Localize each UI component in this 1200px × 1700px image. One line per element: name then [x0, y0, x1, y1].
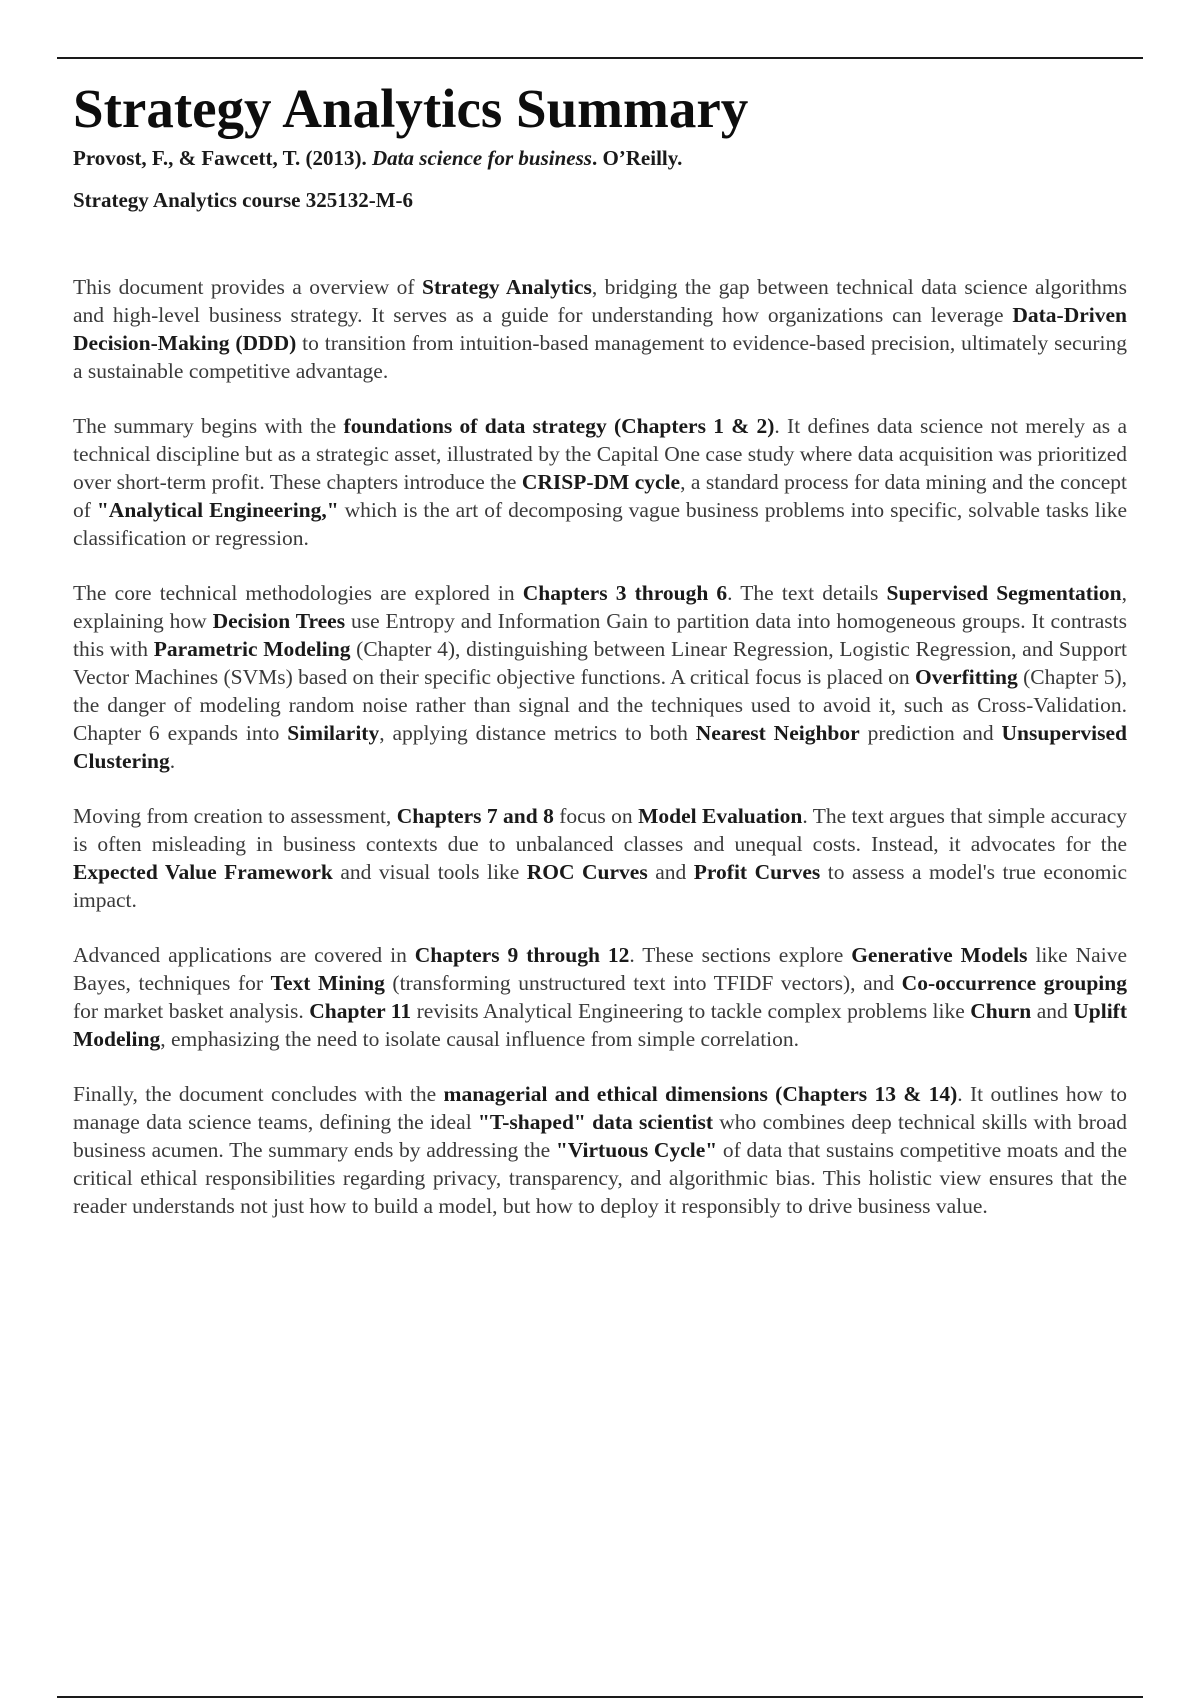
text-run: revisits Analytical Engineering to tackle complex problems like	[411, 999, 971, 1023]
text-run: to transition from intuition-based management to evidence-based precision, ultimately securing a sustainable competitive advantage.	[73, 331, 1127, 383]
document-header	[73, 76, 1127, 214]
bold-term: Profit Curves	[693, 860, 821, 884]
text-run: Moving from creation to assessment,	[73, 804, 397, 828]
text-run: . The text argues that simple accuracy is often misleading in business contexts due to unbalanced classes and unequal costs. Instead, it advocates for the	[73, 804, 1127, 856]
text-run: of data that sustains competitive moats and the critical ethical responsibilities regarding privacy, transparency, and algorithmic bias. This holistic view ensures that the reader understands not just how to build a model, but how to deploy it responsibly to drive business value.	[73, 1138, 1127, 1218]
text-run: for market basket analysis.	[73, 999, 310, 1023]
text-run: and	[647, 860, 694, 884]
paragraph-3	[73, 579, 1127, 775]
text-run: and visual tools like	[332, 860, 527, 884]
text-run: . The text details	[727, 581, 887, 605]
document-body	[73, 273, 1127, 1247]
text-run: (Chapter 5), the danger of modeling random noise rather than signal and the techniques used to avoid it, such as Cross-Validation. Chapter 6 expands into	[73, 665, 1127, 745]
bold-term: Data-Driven Decision-Making (DDD)	[73, 303, 1127, 355]
bold-term: Nearest Neighbor	[695, 721, 860, 745]
paragraph-5	[73, 941, 1127, 1053]
bold-term: managerial and ethical dimensions (Chapters 13 & 14)	[443, 1082, 958, 1106]
bold-term: Text Mining	[270, 971, 385, 995]
bold-term: Co-occurrence grouping	[901, 971, 1127, 995]
text-run: like Naive Bayes, techniques for	[73, 943, 1127, 995]
text-run: . It outlines how to manage data science teams, defining the ideal	[73, 1082, 1128, 1134]
text-run: prediction and	[859, 721, 1002, 745]
bold-term: Chapters 7 and 8	[396, 804, 554, 828]
text-run: . These sections explore	[629, 943, 852, 967]
bottom-rule	[57, 1696, 1143, 1698]
bold-term: Chapters 9 through 12	[414, 943, 630, 967]
text-run: , emphasizing the need to isolate causal influence from simple correlation.	[160, 1027, 800, 1051]
text-run: Advanced applications are covered in	[73, 943, 415, 967]
bold-term: Model Evaluation	[638, 804, 803, 828]
citation	[73, 144, 1127, 172]
text-run: (transforming unstructured text into TFIDF vectors), and	[384, 971, 902, 995]
text-run: focus on	[553, 804, 639, 828]
text-run: , a standard process for data mining and the concept of	[73, 470, 1127, 522]
text-run: , applying distance metrics to both	[379, 721, 696, 745]
paragraph-6	[73, 1080, 1127, 1220]
paragraph-1	[73, 273, 1127, 385]
bold-term: Uplift Modeling	[73, 999, 1127, 1051]
text-run: The summary begins with the	[73, 414, 344, 438]
bold-term: Unsupervised Clustering	[73, 721, 1127, 773]
text-run: .	[169, 749, 176, 773]
bold-term: Churn	[970, 999, 1032, 1023]
bold-term: "T-shaped" data scientist	[477, 1110, 714, 1134]
bold-term: Expected Value Framework	[73, 860, 333, 884]
text-run: to assess a model's true economic impact.	[73, 860, 1128, 912]
citation-book-title: Data science for business	[372, 146, 592, 170]
bold-term: Parametric Modeling	[153, 637, 351, 661]
text-run: . It defines data science not merely as a technical discipline but as a strategic asset, illustrated by the Capital One case study where data acquisition was prioritized over short-term profit. These chapters introduce the	[73, 414, 1127, 494]
citation-authors: Provost, F., & Fawcett, T. (2013).	[73, 146, 373, 170]
bold-term: Similarity	[287, 721, 380, 745]
text-run: , bridging the gap between technical data science algorithms and high-level business strategy. It serves as a guide for understanding how organizations can leverage	[73, 275, 1127, 327]
bold-term: "Virtuous Cycle"	[555, 1138, 718, 1162]
text-run: who combines deep technical skills with broad business acumen. The summary ends by addressing the	[73, 1110, 1127, 1162]
bold-term: Overfitting	[915, 665, 1018, 689]
bold-term: Chapters 3 through 6	[522, 581, 728, 605]
text-run: Finally, the document concludes with the	[73, 1082, 444, 1106]
bold-term: foundations of data strategy (Chapters 1 & 2)	[343, 414, 775, 438]
bold-term: Supervised Segmentation	[886, 581, 1122, 605]
bold-term: ROC Curves	[526, 860, 648, 884]
text-run: and	[1031, 999, 1074, 1023]
bold-term: "Analytical Engineering,"	[96, 498, 339, 522]
text-run: use Entropy and Information Gain to partition data into homogeneous groups. It contrasts this with	[73, 609, 1127, 661]
bold-term: CRISP-DM cycle	[521, 470, 681, 494]
citation-publisher: . O’Reilly.	[591, 146, 683, 170]
course-code: Strategy Analytics course 325132-M-6	[73, 188, 414, 212]
bold-term: Strategy Analytics	[422, 275, 592, 299]
bold-term: Decision Trees	[212, 609, 346, 633]
paragraph-4	[73, 802, 1127, 914]
bold-term: Generative Models	[851, 943, 1028, 967]
text-run: which is the art of decomposing vague business problems into specific, solvable tasks like classification or regression.	[73, 498, 1127, 550]
top-rule	[57, 57, 1143, 59]
text-run: (Chapter 4), distinguishing between Linear Regression, Logistic Regression, and Support Vector Machines (SVMs) based on their specific objective functions. A critical focus is placed on	[73, 637, 1127, 689]
page-title: Strategy Analytics Summary	[73, 78, 749, 139]
text-run: The core technical methodologies are explored in	[73, 581, 523, 605]
paragraph-2	[73, 412, 1127, 552]
text-run: , explaining how	[73, 581, 1127, 633]
text-run: This document provides a overview of	[73, 275, 423, 299]
bold-term: Chapter 11	[309, 999, 412, 1023]
